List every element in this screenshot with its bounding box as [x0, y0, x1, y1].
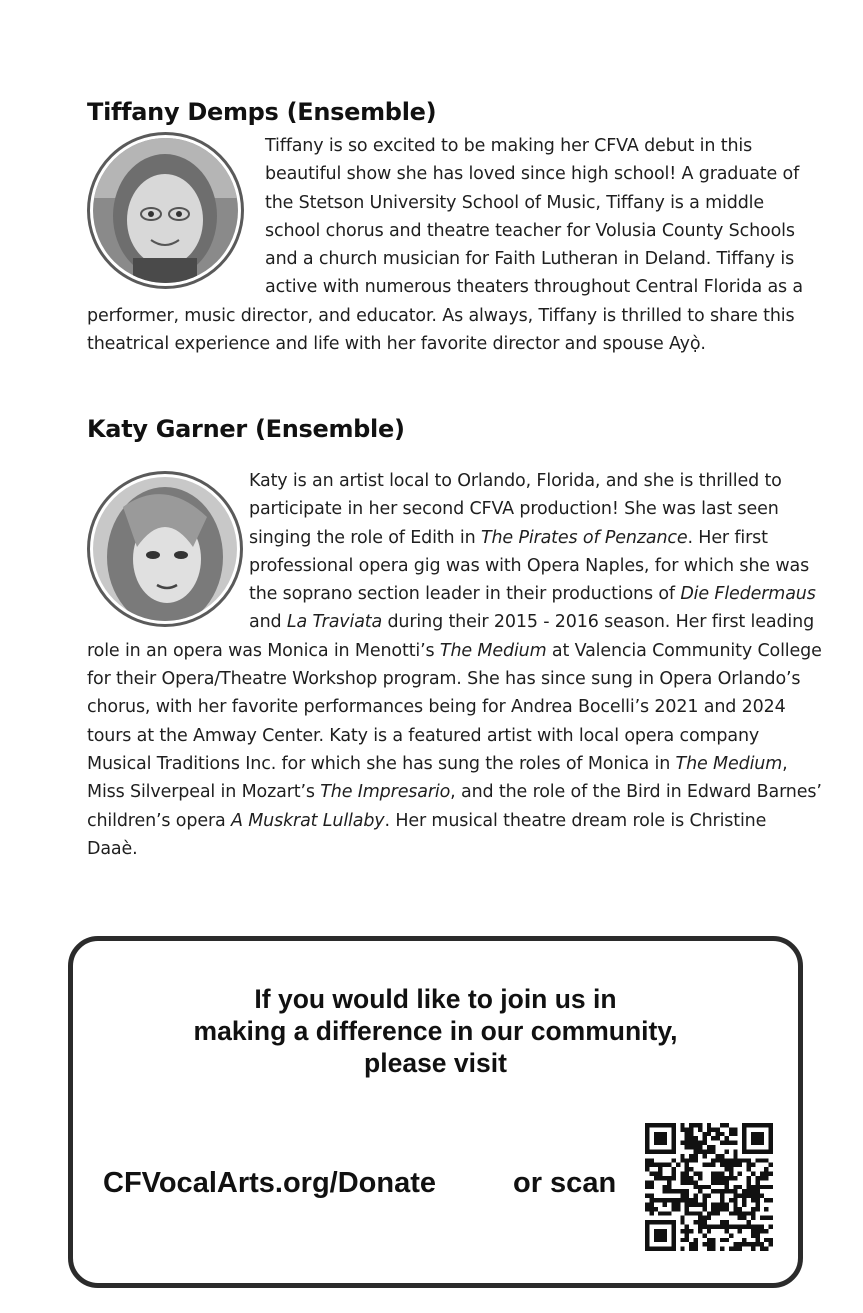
headshot-katy	[87, 471, 243, 627]
bio-name: Katy Garner (Ensemble)	[87, 415, 405, 443]
qr-code-icon[interactable]	[645, 1123, 773, 1251]
scan-label: or scan	[513, 1167, 617, 1199]
bio-text: Katy is an artist local to Orlando, Florida, and she is thrilled to participate in her second CFVA production! She was last seen singing the role of Edith in The Pirates of Penzance. Her first professional opera gig was with Opera Naples, for which she was the soprano section leader in their productions of Die Fledermaus and La Traviata during their 2015 - 2016 season. Her first leading role in an opera was Monica in Menotti’s The Medium at Valencia Community College for their Opera/Theatre Workshop program. She has since sung in Opera Orlando’s chorus, with her favorite performances being for Andrea Bocelli’s 2021 and 2024 tours at the Amway Center. Katy is a featured artist with local opera company Musical Traditions Inc. for which she has sung the roles of Monica in The Medium, Miss Silverpeal in Mozart’s The Impresario, and the role of the Bird in Edward Barnes’ children’s opera A Muskrat Lullaby. Her musical theatre dream role is Christine Daaè.	[87, 471, 822, 859]
donate-url[interactable]: CFVocalArts.org/Donate	[103, 1167, 437, 1199]
donate-heading: If you would like to join us in making a difference in our community, please visit	[193, 984, 678, 1078]
bio-text: Tiffany is so excited to be making her CFVA debut in this beautiful show she has loved since high school! A graduate of the Stetson University School of Music, Tiffany is a middle school chorus and theatre teacher for Volusia County Schools and a church musician for Faith Lutheran in Deland. Tiffany is active with numerous theaters throughout Central Florida as a performer, music director, and educator. As always, Tiffany is thrilled to share this theatrical experience and life with her favorite director and spouse Ayọ̀.	[87, 136, 804, 355]
bio-tiffany-demps	[87, 98, 822, 358]
bio-name: Tiffany Demps (Ensemble)	[87, 98, 437, 126]
bio-katy-garner	[87, 415, 822, 863]
headshot-tiffany	[87, 132, 244, 289]
donate-callout	[68, 936, 803, 1288]
